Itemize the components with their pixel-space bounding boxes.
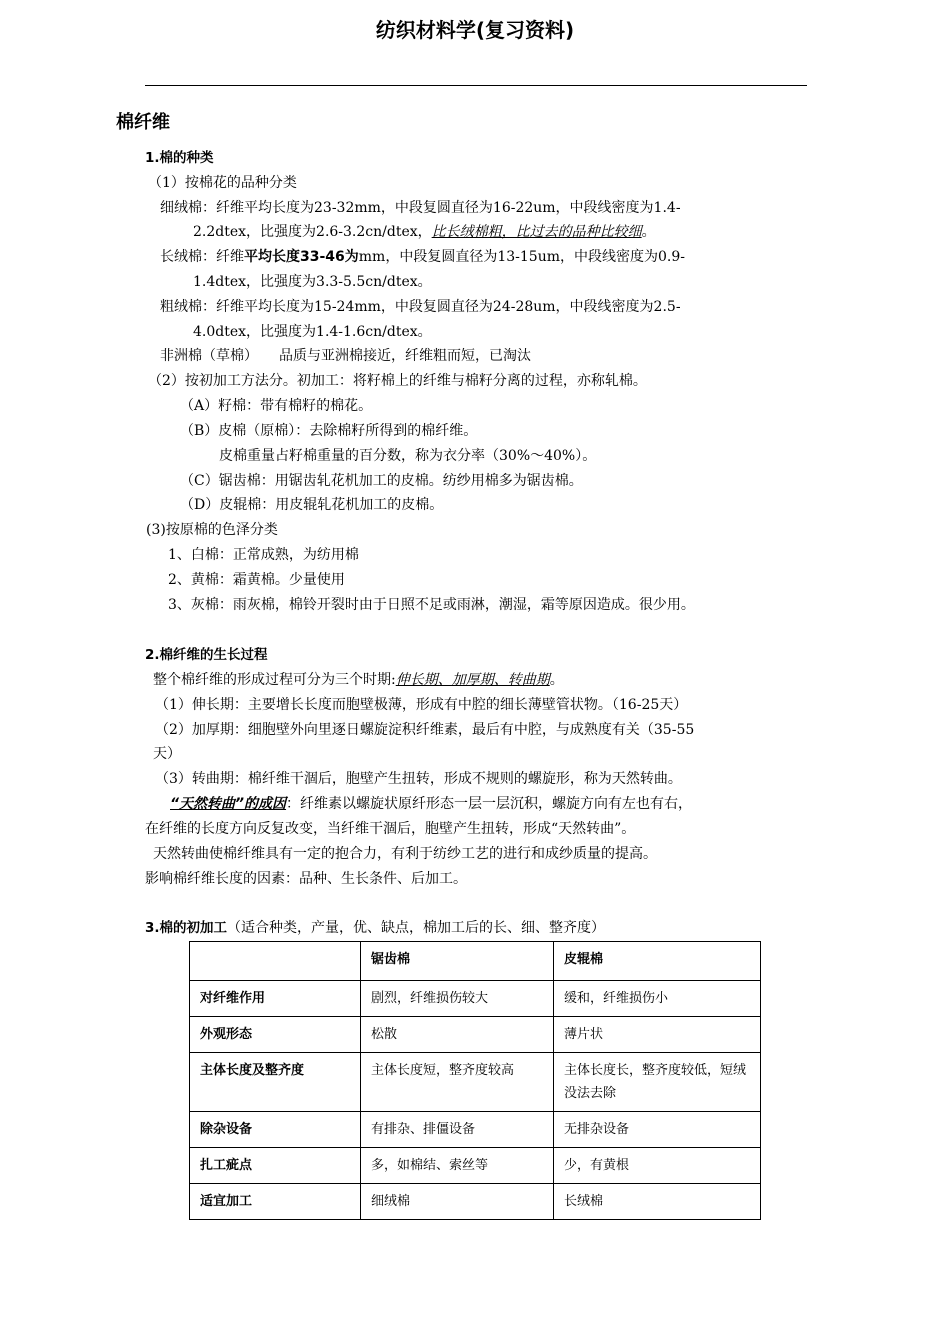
table-cell: 主体长度短，整齐度较高 bbox=[361, 1053, 554, 1112]
seed-cotton-line: （A）籽棉：带有棉籽的棉花。 bbox=[180, 398, 373, 414]
table-header-row bbox=[190, 942, 761, 981]
table-row bbox=[190, 1017, 761, 1053]
growth-stages: 伸长期、加厚期、转曲期 bbox=[395, 672, 550, 688]
initial-processing-note: （适合种类，产量，优、缺点，棉加工后的长、细、整齐度） bbox=[227, 920, 606, 936]
thickening-stage-cont: 天） bbox=[153, 746, 181, 762]
table-row-label: 主体长度及整齐度 bbox=[190, 1053, 361, 1112]
convolution-cause-line2: 在纤维的长度方向反复改变，当纤维干涸后，胞壁产生扭转，形成“天然转曲”。 bbox=[145, 821, 636, 837]
length-factors-line: 影响棉纤维长度的因素：品种、生长条件、后加工。 bbox=[145, 871, 467, 887]
long-cotton-line2: 1.4dtex，比强度为3.3-5.5cn/dtex。 bbox=[193, 274, 432, 290]
yellow-cotton-line: 2、黄棉：霜黄棉。少量使用 bbox=[168, 572, 345, 588]
thickening-stage-line: （2）加厚期：细胞壁外向里逐日螺旋淀积纤维素，最后有中腔，与成熟度有关（35-55 bbox=[155, 722, 695, 738]
table-cell: 多，如棉结、索丝等 bbox=[361, 1148, 554, 1184]
elongation-stage-line: （1）伸长期：主要增长长度而胞壁极薄，形成有中腔的细长薄壁管状物。（16-25天） bbox=[155, 697, 688, 713]
table-row bbox=[190, 1112, 761, 1148]
table-cell: 无排杂设备 bbox=[554, 1112, 761, 1148]
lint-percentage-line: 皮棉重量占籽棉重量的百分数，称为衣分率（30%～40%）。 bbox=[219, 448, 597, 464]
table-header-cell: 锯齿棉 bbox=[361, 942, 554, 981]
heading-initial-processing bbox=[145, 916, 605, 941]
subheading-by-color: (3)按原棉的色泽分类 bbox=[146, 522, 278, 538]
white-cotton-line: 1、白棉：正常成熟，为纺用棉 bbox=[168, 547, 359, 563]
growth-intro-end: 。 bbox=[549, 672, 564, 688]
table-row-label: 适宜加工 bbox=[190, 1184, 361, 1220]
grey-cotton-line: 3、灰棉：雨灰棉，棉铃开裂时由于日照不足或雨淋，潮湿，霜等原因造成。很少用。 bbox=[168, 597, 695, 613]
subheading-by-processing: （2）按初加工方法分。初加工：将籽棉上的纤维与棉籽分离的过程，亦称轧棉。 bbox=[148, 373, 647, 389]
table-row bbox=[190, 1053, 761, 1112]
table-header-cell bbox=[190, 942, 361, 981]
fine-cotton-note: 比长绒棉粗，比过去的品种比较细 bbox=[431, 224, 642, 240]
convolution-cause-text: ：纤维素以螺旋状原纤形态一层一层沉积，螺旋方向有左也有右， bbox=[286, 796, 693, 812]
convolution-effect-line: 天然转曲使棉纤维具有一定的抱合力，有利于纺纱工艺的进行和成纱质量的提高。 bbox=[153, 846, 657, 862]
section-title: 棉纤维 bbox=[116, 112, 170, 133]
long-cotton-line1 bbox=[160, 245, 685, 270]
roller-gin-cotton-line: （D）皮辊棉：用皮辊轧花机加工的皮棉。 bbox=[180, 497, 444, 513]
coarse-cotton-line2: 4.0dtex，比强度为1.4-1.6cn/dtex。 bbox=[193, 324, 432, 340]
long-cotton-rest: mm，中段复圆直径为13-15um，中段线密度为0.9- bbox=[358, 249, 685, 265]
table-row bbox=[190, 981, 761, 1017]
table-row-label: 除杂设备 bbox=[190, 1112, 361, 1148]
lint-cotton-line: （B）皮棉（原棉）：去除棉籽所得到的棉纤维。 bbox=[180, 423, 478, 439]
table-row-label: 扎工疵点 bbox=[190, 1148, 361, 1184]
initial-processing-title: 3.棉的初加工 bbox=[145, 920, 228, 936]
table-cell: 松散 bbox=[361, 1017, 554, 1053]
gin-comparison-table bbox=[189, 941, 761, 1220]
saw-gin-cotton-line: （C）锯齿棉：用锯齿轧花机加工的皮棉。纺纱用棉多为锯齿棉。 bbox=[180, 473, 583, 489]
convolution-cause-line1 bbox=[170, 792, 692, 817]
table-cell: 薄片状 bbox=[554, 1017, 761, 1053]
table-cell: 少，有黄根 bbox=[554, 1148, 761, 1184]
heading-cotton-types: 1.棉的种类 bbox=[145, 150, 214, 166]
subheading-by-variety: （1）按棉花的品种分类 bbox=[148, 175, 297, 191]
fine-cotton-text: 2.2dtex，比强度为2.6-3.2cn/dtex， bbox=[193, 224, 432, 240]
african-cotton-line: 非洲棉（草棉） 品质与亚洲棉接近，纤维粗而短，已淘汰 bbox=[160, 348, 531, 364]
heading-growth-process: 2.棉纤维的生长过程 bbox=[145, 647, 268, 663]
convolution-cause-label: “天然转曲”的成因 bbox=[170, 796, 287, 812]
table-cell: 剧烈，纤维损伤较大 bbox=[361, 981, 554, 1017]
long-cotton-prefix: 长绒棉：纤维 bbox=[160, 249, 244, 265]
table-cell: 缓和，纤维损伤小 bbox=[554, 981, 761, 1017]
page-title: 纺织材料学(复习资料) bbox=[375, 18, 575, 42]
table-row-label: 对纤维作用 bbox=[190, 981, 361, 1017]
table-header-cell: 皮辊棉 bbox=[554, 942, 761, 981]
table-cell: 长绒棉 bbox=[554, 1184, 761, 1220]
fine-cotton-end: 。 bbox=[641, 224, 656, 240]
table-cell: 细绒棉 bbox=[361, 1184, 554, 1220]
table-cell: 主体长度长，整齐度较低，短绒没法去除 bbox=[554, 1053, 761, 1112]
coarse-cotton-line1: 粗绒棉：纤维平均长度为15-24mm，中段复圆直径为24-28um，中段线密度为2.5- bbox=[160, 299, 681, 315]
growth-intro bbox=[153, 668, 564, 693]
table-cell: 有排杂、排僵设备 bbox=[361, 1112, 554, 1148]
fine-cotton-line2 bbox=[193, 220, 656, 245]
table-row bbox=[190, 1148, 761, 1184]
long-cotton-bold: 平均长度33-46为 bbox=[244, 249, 359, 265]
table-row-label: 外观形态 bbox=[190, 1017, 361, 1053]
fine-cotton-line1: 细绒棉：纤维平均长度为23-32mm，中段复圆直径为16-22um，中段线密度为1.4- bbox=[160, 200, 681, 216]
growth-intro-text: 整个棉纤维的形成过程可分为三个时期: bbox=[153, 672, 396, 688]
table-row bbox=[190, 1184, 761, 1220]
convolution-stage-line: （3）转曲期：棉纤维干涸后，胞壁产生扭转，形成不规则的螺旋形，称为天然转曲。 bbox=[155, 771, 682, 787]
title-divider bbox=[145, 85, 807, 86]
